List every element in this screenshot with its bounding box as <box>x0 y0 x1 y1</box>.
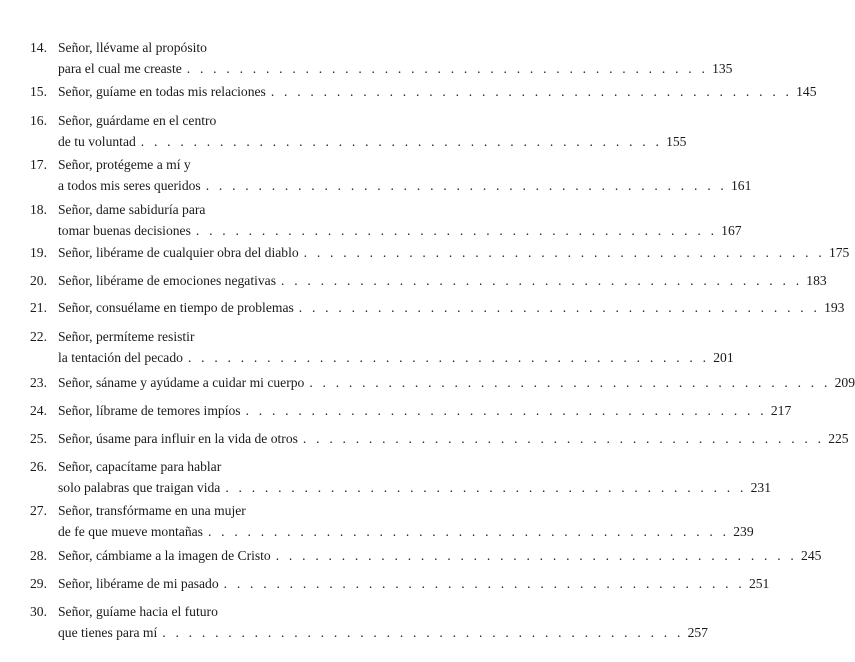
dot-leader: . . . . . . . . . . . . . . . . . . . . . . . . . . . . . . . . . . . . . . . . <box>223 576 745 591</box>
dot-leader: . . . . . . . . . . . . . . . . . . . . . . . . . . . . . . . . . . . . . . . . <box>270 84 793 99</box>
toc-entry-line <box>30 242 850 263</box>
toc-entry-line <box>30 428 849 449</box>
entry-number: 18. <box>30 202 47 217</box>
entry-leader-row <box>58 545 822 566</box>
toc-entry-line <box>30 347 734 368</box>
toc-entry-line <box>30 81 817 102</box>
entry-title-line: Señor, cámbiame a la imagen de Cristo <box>58 548 271 563</box>
entry-number: 14. <box>30 40 47 55</box>
entry-leader-row <box>58 270 827 291</box>
entry-title-line: a todos mis seres queridos <box>58 178 201 193</box>
entry-page-number: 209 <box>834 375 855 390</box>
toc-entry[interactable] <box>30 500 754 542</box>
entry-title-line: para el cual me creaste <box>58 61 182 76</box>
entry-leader-row <box>58 81 817 102</box>
entry-title-line: Señor, dame sabiduría para <box>58 202 206 217</box>
entry-page-number: 217 <box>770 403 792 418</box>
toc-entry[interactable] <box>30 37 733 79</box>
entry-title-line: Señor, úsame para influir en la vida de otros <box>58 431 298 446</box>
entry-number: 29. <box>30 576 47 591</box>
toc-entry[interactable] <box>30 573 770 594</box>
entry-number: 23. <box>30 375 47 390</box>
toc-entry-line <box>30 199 378 220</box>
entry-leader-row <box>58 521 754 542</box>
entry-leader-row <box>58 622 708 643</box>
entry-title-line: Señor, capacítame para hablar <box>58 459 222 474</box>
entry-page-number: 161 <box>731 178 752 193</box>
entry-number: 17. <box>30 157 47 172</box>
entry-title-line: que tienes para mí <box>58 625 158 640</box>
entry-number: 22. <box>30 329 47 344</box>
toc-entry[interactable] <box>30 270 827 291</box>
toc-entry-line <box>30 110 378 131</box>
toc-entry-line <box>30 545 822 566</box>
entry-title-line: Señor, libérame de emociones negativas <box>58 273 277 288</box>
dot-leader: . . . . . . . . . . . . . . . . . . . . . . . . . . . . . . . . . . . . . . . . <box>303 245 825 260</box>
entry-number: 24. <box>30 403 47 418</box>
toc-entry-line <box>30 622 708 643</box>
dot-leader: . . . . . . . . . . . . . . . . . . . . . . . . . . . . . . . . . . . . . . . . <box>225 480 747 495</box>
entry-title-line: Señor, guíame en todas mis relaciones <box>58 84 266 99</box>
entry-title-line: Señor, guíame hacia el futuro <box>58 604 218 619</box>
toc-entry-line <box>30 37 378 58</box>
entry-number: 16. <box>30 113 47 128</box>
entry-page-number: 167 <box>721 223 742 238</box>
toc-entry[interactable] <box>30 110 687 152</box>
entry-number: 21. <box>30 300 47 315</box>
toc-entry-line <box>30 326 378 347</box>
toc-entry[interactable] <box>30 81 817 102</box>
entry-title-line: de tu voluntad <box>58 134 136 149</box>
toc-entry[interactable] <box>30 545 822 566</box>
toc-entry[interactable] <box>30 199 742 241</box>
toc-entry[interactable] <box>30 242 850 263</box>
toc-entry[interactable] <box>30 154 752 196</box>
entry-leader-row <box>58 372 855 393</box>
dot-leader: . . . . . . . . . . . . . . . . . . . . . . . . . . . . . . . . . . . . . . . . <box>195 223 718 238</box>
entry-number: 20. <box>30 273 47 288</box>
toc-entry-line <box>30 521 754 542</box>
toc-entry-line <box>30 573 770 594</box>
toc-entry-line <box>30 601 378 622</box>
entry-page-number: 225 <box>828 431 849 446</box>
entry-number: 19. <box>30 245 47 260</box>
toc-entry-line <box>30 131 687 152</box>
dot-leader: . . . . . . . . . . . . . . . . . . . . . . . . . . . . . . . . . . . . . . . . <box>298 300 821 315</box>
dot-leader: . . . . . . . . . . . . . . . . . . . . . . . . . . . . . . . . . . . . . . . . <box>245 403 767 418</box>
toc-entry-line <box>30 400 792 421</box>
entry-number: 26. <box>30 459 47 474</box>
dot-leader: . . . . . . . . . . . . . . . . . . . . . . . . . . . . . . . . . . . . . . . . <box>186 61 709 76</box>
entry-page-number: 183 <box>806 273 827 288</box>
toc-entry-line <box>30 175 752 196</box>
toc-entry-line <box>30 477 771 498</box>
dot-leader: . . . . . . . . . . . . . . . . . . . . . . . . . . . . . . . . . . . . . . . . <box>281 273 803 288</box>
entry-number: 27. <box>30 503 47 518</box>
entry-page-number: 155 <box>666 134 687 149</box>
toc-entry-line <box>30 500 378 521</box>
dot-leader: . . . . . . . . . . . . . . . . . . . . . . . . . . . . . . . . . . . . . . . . <box>309 375 831 390</box>
entry-page-number: 257 <box>687 625 708 640</box>
toc-entry-line <box>30 270 827 291</box>
toc-entry[interactable] <box>30 601 708 643</box>
dot-leader: . . . . . . . . . . . . . . . . . . . . . . . . . . . . . . . . . . . . . . . . <box>162 625 684 640</box>
entry-title-line: Señor, libérame de mi pasado <box>58 576 219 591</box>
entry-page-number: 145 <box>796 84 817 99</box>
dot-leader: . . . . . . . . . . . . . . . . . . . . . . . . . . . . . . . . . . . . . . . . <box>187 350 710 365</box>
entry-title-line: Señor, consuélame en tiempo de problemas <box>58 300 294 315</box>
entry-page-number: 175 <box>828 245 850 260</box>
entry-page-number: 251 <box>748 576 770 591</box>
toc-entry-line <box>30 58 733 79</box>
toc-entry-line <box>30 154 378 175</box>
entry-title-line: Señor, libérame de cualquier obra del diablo <box>58 245 299 260</box>
entry-leader-row <box>58 428 849 449</box>
entry-number: 25. <box>30 431 47 446</box>
entry-title-line: de fe que mueve montañas <box>58 524 203 539</box>
entry-leader-row <box>58 297 845 318</box>
entry-page-number: 201 <box>713 350 734 365</box>
entry-leader-row <box>58 400 792 421</box>
toc-entry[interactable] <box>30 297 845 318</box>
entry-title-line: Señor, transfórmame en una mujer <box>58 503 246 518</box>
toc-entry[interactable] <box>30 456 771 498</box>
entry-page-number: 245 <box>801 548 822 563</box>
toc-entry-line <box>30 372 855 393</box>
entry-title-line: solo palabras que traigan vida <box>58 480 221 495</box>
entry-leader-row <box>58 131 687 152</box>
entry-number: 28. <box>30 548 47 563</box>
entry-title-line: tomar buenas decisiones <box>58 223 191 238</box>
entry-number: 15. <box>30 84 47 99</box>
toc-entry[interactable] <box>30 428 849 449</box>
toc-entry-line <box>30 456 378 477</box>
entry-title-line: Señor, permíteme resistir <box>58 329 195 344</box>
entry-title-line: Señor, protégeme a mí y <box>58 157 191 172</box>
entry-leader-row <box>58 477 771 498</box>
dot-leader: . . . . . . . . . . . . . . . . . . . . . . . . . . . . . . . . . . . . . . . . <box>205 178 727 193</box>
entry-leader-row <box>58 58 733 79</box>
entry-number: 30. <box>30 604 47 619</box>
dot-leader: . . . . . . . . . . . . . . . . . . . . . . . . . . . . . . . . . . . . . . . . <box>140 134 663 149</box>
entry-leader-row <box>58 220 742 241</box>
entry-page-number: 239 <box>733 524 754 539</box>
entry-title-line: Señor, sáname y ayúdame a cuidar mi cuerpo <box>58 375 305 390</box>
dot-leader: . . . . . . . . . . . . . . . . . . . . . . . . . . . . . . . . . . . . . . . . <box>275 548 798 563</box>
entry-leader-row <box>58 573 770 594</box>
entry-title-line: Señor, llévame al propósito <box>58 40 207 55</box>
toc-entry[interactable] <box>30 372 855 393</box>
entry-page-number: 193 <box>824 300 845 315</box>
dot-leader: . . . . . . . . . . . . . . . . . . . . . . . . . . . . . . . . . . . . . . . . <box>207 524 730 539</box>
toc-entry-line <box>30 297 845 318</box>
toc-entry[interactable] <box>30 326 734 368</box>
entry-title-line: la tentación del pecado <box>58 350 183 365</box>
entry-page-number: 135 <box>712 61 733 76</box>
entry-page-number: 231 <box>750 480 771 495</box>
toc-entry[interactable] <box>30 400 792 421</box>
entry-title-line: Señor, guárdame en el centro <box>58 113 217 128</box>
entry-leader-row <box>58 175 752 196</box>
dot-leader: . . . . . . . . . . . . . . . . . . . . . . . . . . . . . . . . . . . . . . . . <box>302 431 825 446</box>
toc-entry-line <box>30 220 742 241</box>
entry-title-line: Señor, líbrame de temores impíos <box>58 403 241 418</box>
entry-leader-row <box>58 242 850 263</box>
entry-leader-row <box>58 347 734 368</box>
